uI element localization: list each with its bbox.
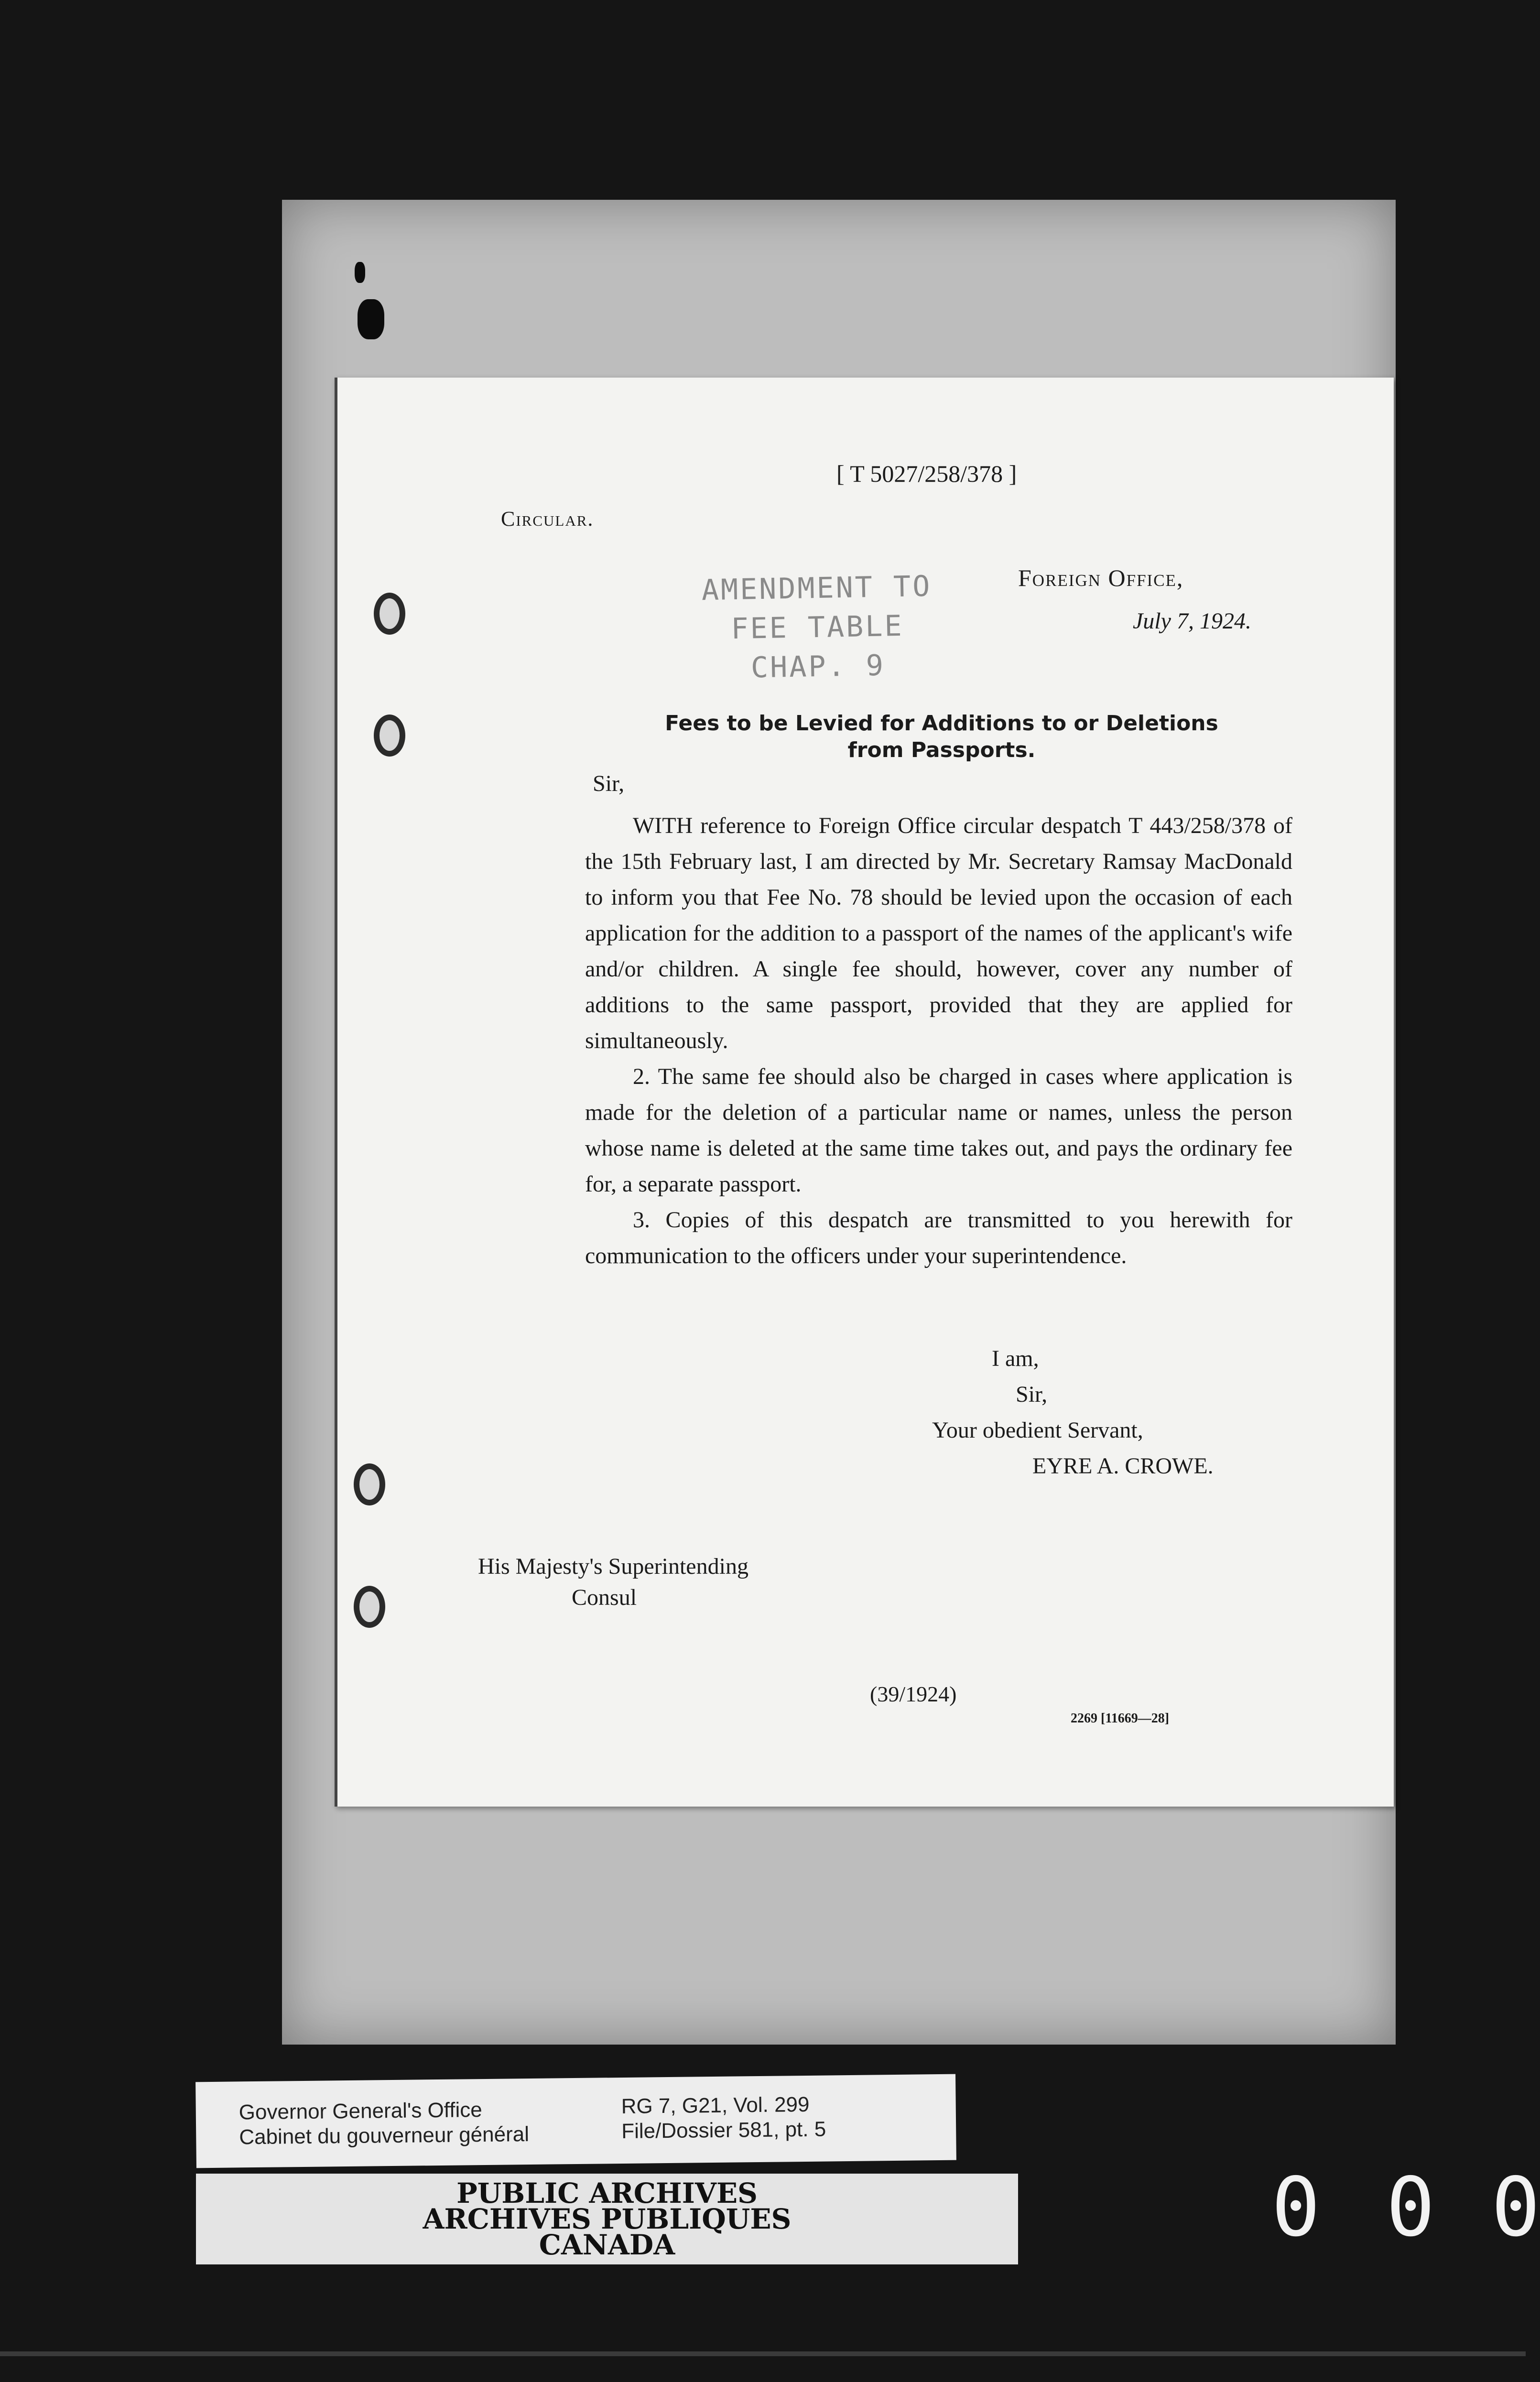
salutation: Sir, [593,771,625,796]
stamp-line: FEE TABLE [730,609,904,646]
paragraph: WITH reference to Foreign Office circular despatch T 443/258/378 of the 15th February last, I am directed by Mr. Secretary Ramsay MacDonald to inform you that Fee No. 78 should be levied upon the occasion of each application for the addition to a passport of the names of the applicant's wife and/or children. A single fee should, however, cover any number of additions to the same passport, provided that they are applied for simultaneously. [585,813,1292,1053]
archives-line: ARCHIVES PUBLIQUES [423,2203,792,2235]
punch-hole [354,1586,385,1628]
stamp-line: CHAP. 9 [750,649,886,685]
punch-hole [354,1463,385,1505]
archives-line: CANADA [539,2229,675,2261]
office-fr: Cabinet du gouverneur général [239,2122,530,2149]
archive-reference: RG 7, G21, Vol. 299 [621,2092,810,2119]
letter-body [585,808,1292,1274]
file-code: (39/1924) [870,1682,957,1706]
closing-line: Your obedient Servant, [932,1418,1143,1443]
frame-digit: 0 [1491,2160,1540,2255]
archive-reference-label [195,2074,956,2168]
archive-file: File/Dossier 581, pt. 5 [621,2117,826,2144]
paragraph: 3. Copies of this despatch are transmitted to you herewith for communication to the officers under your superintendence. [585,1207,1292,1268]
film-edge [0,2351,1526,2356]
frame-digit: 0 [1271,2160,1321,2255]
title-line: from Passports. [847,738,1036,762]
punch-hole [374,715,405,757]
frame-digit: 0 [1386,2160,1435,2255]
stamp-line: AMENDMENT TO [701,569,932,607]
clip-mark-top [355,262,365,283]
signature-name: EYRE A. CROWE. [1032,1453,1214,1479]
sender-office: Foreign Office, [1018,564,1184,591]
archives-line: PUBLIC ARCHIVES [456,2177,758,2209]
clip-mark-bottom [358,299,384,339]
letter-date: July 7, 1924. [1133,608,1251,634]
reference-number: [ T 5027/258/378 ] [836,460,1017,487]
print-code: 2269 [11669—28] [1071,1711,1170,1726]
amendment-stamp [659,566,976,689]
addressee: His Majesty's Superintending [478,1554,748,1579]
title-line: Fees to be Levied for Additions to or Deletions [665,711,1218,736]
closing-line: I am, [992,1346,1039,1371]
letter-title [621,710,1262,764]
office-en: Governor General's Office [239,2098,482,2124]
public-archives-label [196,2174,1018,2264]
punch-hole [374,593,405,635]
closing-line: Sir, [1016,1382,1048,1407]
circular-heading: Circular. [501,507,594,531]
addressee: Consul [572,1585,637,1610]
paragraph: 2. The same fee should also be charged in cases where application is made for the deletion of a particular name or names, unless the person whose name is deleted at the same time takes out, and pays the ordinary fee for, a separate passport. [585,1064,1292,1197]
